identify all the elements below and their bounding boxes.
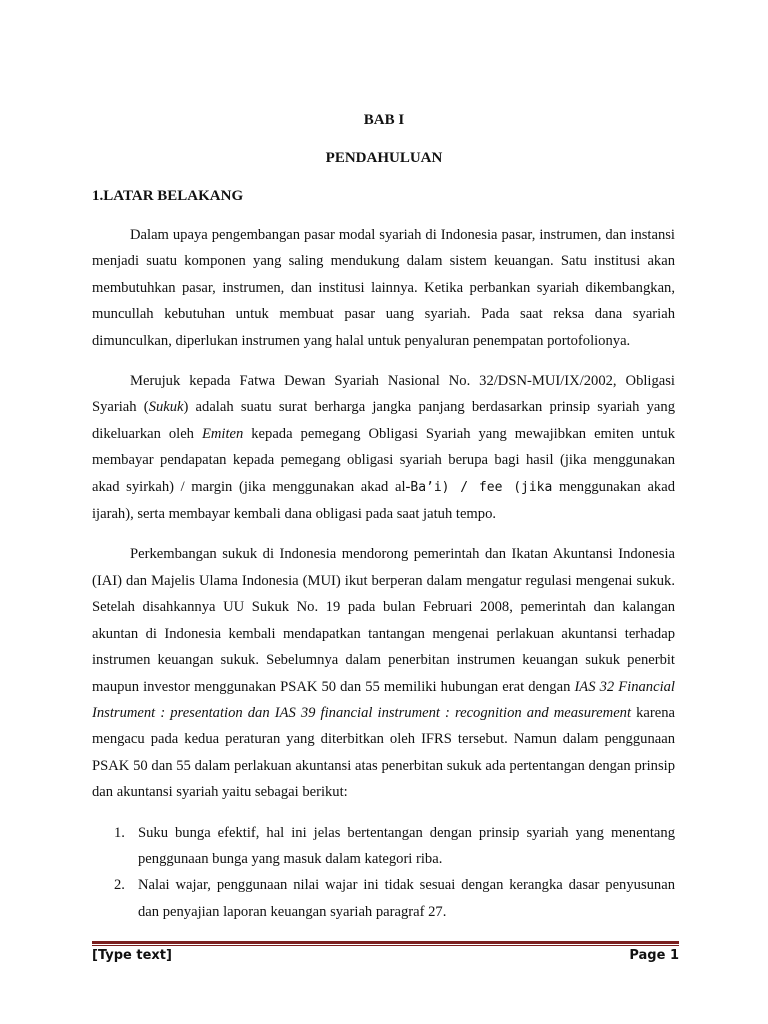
chapter-title: PENDAHULUAN <box>325 150 443 166</box>
list-item-text: Nalai wajar, penggunaan nilai wajar ini tidak sesuai dengan kerangka dasar penyusunan dan penyajian laporan keuangan syariah paragraf 27. <box>138 877 675 920</box>
paragraph-3-text-a: Perkembangan sukuk di Indonesia mendorong pemerintah dan Ikatan Akuntansi Indonesia (IAI) dan Majelis Ulama Indonesia (MUI) ikut berperan dalam mengatur regulasi mengenai sukuk. Setelah disahkannya UU Sukuk No. 19 pada bulan Februari 2008, pemerintah dan kalangan akuntan di Indonesia kembali mendapatkan tantangan mengenai perlakuan akuntansi terhadap instrumen keuangan sukuk. Sebelumnya dalam penerbitan instrumen keuangan sukuk penerbit maupun investor menggunakan PSAK 50 dan 55 memiliki hubungan erat dengan <box>92 546 675 695</box>
paragraph-2-text-a: Merujuk kepada Fatwa Dewan Syariah Nasional No. 32/DSN-MUI/IX/2002, Obligasi Syariah ( <box>92 373 675 416</box>
list-item <box>92 820 675 873</box>
paragraph-3 <box>92 541 675 805</box>
footer-rule-thick <box>92 941 679 944</box>
numbered-list <box>92 820 675 926</box>
emiten-term: Emiten <box>201 425 244 442</box>
footer-rule-thin <box>92 945 679 946</box>
paragraph-2-text-d: menggunakan akad ijarah), serta membayar kembali dana obligasi pada saat jatuh tempo. <box>92 478 675 523</box>
sukuk-term: Sukuk <box>148 399 184 416</box>
paragraph-2-text-c: kepada pemegang Obligasi Syariah yang mewajibkan emiten untuk membayar pendapatan kepada pemegang obligasi syariah berupa bagi hasil (jika menggunakan akad syirkah) / margin (jika menggunakan akad al- <box>92 425 675 495</box>
page-number: Page 1 <box>629 948 679 963</box>
paragraph-2 <box>92 368 675 527</box>
list-item <box>92 872 675 925</box>
list-number: 1. <box>114 824 125 841</box>
list-number: 2. <box>114 877 125 894</box>
footer-placeholder-text: [Type text] <box>92 948 172 963</box>
chapter-heading: BAB I <box>363 112 405 128</box>
paragraph-2-mono-text: Ba’i) / fee (jika <box>410 479 553 495</box>
body-text <box>92 222 675 925</box>
paragraph-3-text-b: karena mengacu pada kedua peraturan yang diterbitkan oleh IFRS tersebut. Namun dalam penggunaan PSAK 50 dan 55 dalam perlakuan akuntansi atas penerbitan sukuk ada pertentangan dengan prinsip dan akuntansi syariah yaitu sebagai berikut: <box>92 704 675 801</box>
ias-reference: IAS 32 Financial Instrument : presentation dan IAS 39 financial instrument : recognition and measurement <box>92 678 675 721</box>
list-item-text: Suku bunga efektif, hal ini jelas bertentangan dengan prinsip syariah yang menentang penggunaan bunga yang masuk dalam kategori riba. <box>138 824 675 867</box>
section-heading: 1.LATAR BELAKANG <box>92 188 244 204</box>
paragraph-2-text-b: ) adalah suatu surat berharga jangka panjang berdasarkan prinsip syariah yang dikeluarkan oleh <box>92 399 675 442</box>
paragraph-1: Dalam upaya pengembangan pasar modal syariah di Indonesia pasar, instrumen, dan instansi menjadi suatu komponen yang saling mendukung dalam sistem keuangan. Satu institusi akan membutuhkan pasar, instrumen, dan institusi lainnya. Ketika perbankan syariah dikembangkan, muncullah kebutuhan untuk membuat pasar uang syariah. Pada saat reksa dana syariah dimunculkan, diperlukan instrumen yang halal untuk penyaluran penempatan portofolionya. <box>92 227 675 349</box>
